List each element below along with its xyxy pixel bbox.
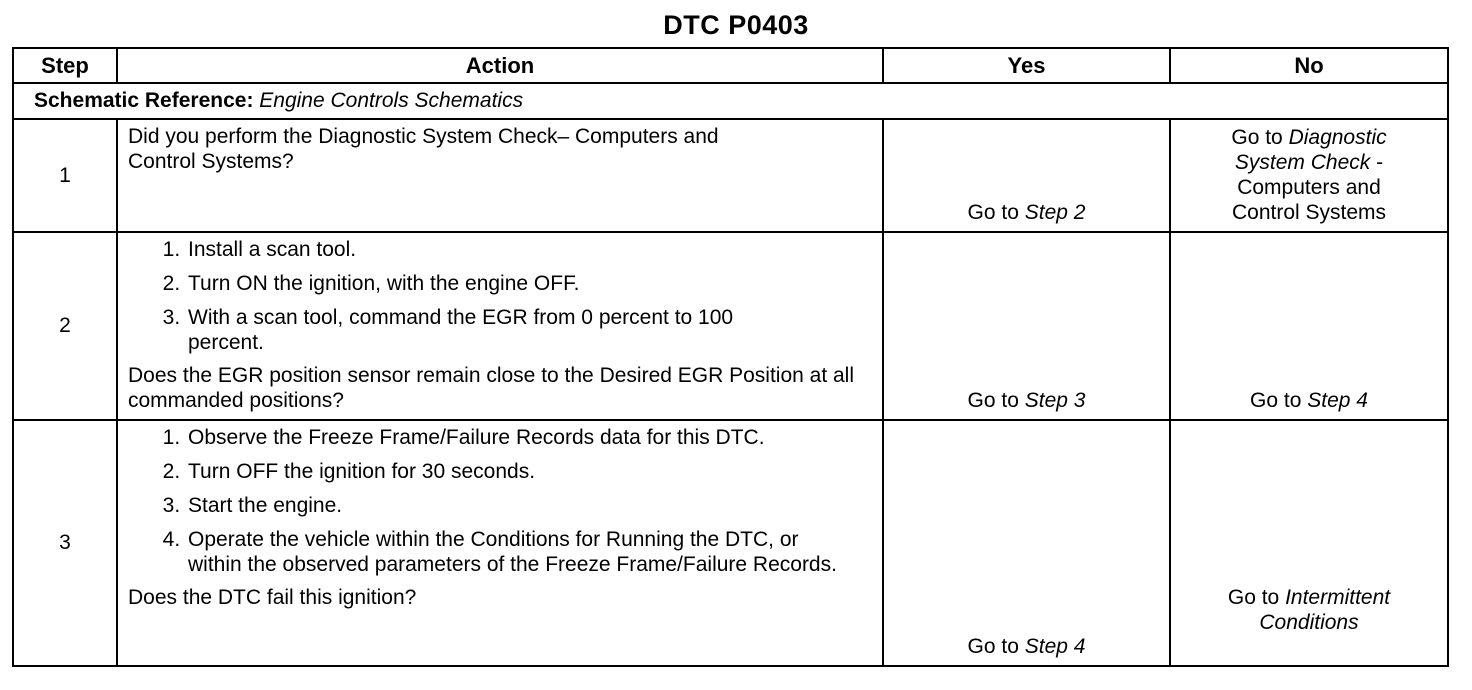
no-target-link[interactable]: Step 4 [1307,389,1368,412]
table-row-step-1 [13,119,1448,232]
no-prefix: Go to [1227,586,1286,609]
action-cell [117,420,883,666]
page-title: DTC P0403 [663,10,809,40]
yes-target-link[interactable]: Step 3 [1024,389,1086,412]
no-line2-rest: - [1370,151,1384,174]
no-target-link-part2[interactable]: System Check [1234,151,1371,174]
no-prefix: Go to [1250,389,1308,412]
yes-prefix: Go to [967,201,1025,224]
no-cell [1170,232,1448,420]
yes-cell [883,420,1170,666]
action-cell [117,232,883,420]
action-list [128,237,872,355]
step-number: 1 [13,119,117,232]
yes-target-link[interactable]: Step 2 [1024,201,1086,224]
step-number: 3 [13,420,117,666]
reference-label: Schematic Reference: [34,89,254,112]
yes-cell [883,232,1170,420]
yes-target-link[interactable]: Step 4 [1024,635,1086,658]
schematic-reference-row [13,83,1448,119]
step-question: Does the DTC fail this ignition? [128,586,417,609]
header-action: Action [117,48,883,83]
yes-prefix: Go to [967,389,1025,412]
reference-value: Engine Controls Schematics [259,89,524,112]
action-item: 4. Operate the vehicle within the Conditions for Running the DTC, or within the observed parameters of the Freeze Frame/Failure Records. [186,527,838,577]
action-item: 1. Install a scan tool. [186,237,872,262]
header-row [13,48,1448,83]
yes-prefix: Go to [967,635,1025,658]
no-line4: Control Systems [1231,201,1387,224]
step-number: 2 [13,232,117,420]
header-yes: Yes [883,48,1170,83]
no-cell [1170,420,1448,666]
step-question: Did you perform the Diagnostic System Check– Computers and Control Systems? [128,125,719,173]
header-step: Step [13,48,117,83]
action-cell [117,119,883,232]
schematic-reference [13,83,1448,119]
no-line3: Computers and [1237,176,1381,199]
action-item: 3. Start the engine. [186,493,872,518]
table-row-step-3 [13,420,1448,666]
yes-cell [883,119,1170,232]
action-item: 2. Turn OFF the ignition for 30 seconds. [186,459,872,484]
no-line1: Go to [1231,126,1289,149]
action-list [128,425,872,577]
table-row-step-2 [13,232,1448,420]
action-item: 2. Turn ON the ignition, with the engine OFF. [186,271,872,296]
no-target-link[interactable]: Intermittent Conditions [1259,586,1391,634]
step-question: Does the EGR position sensor remain close to the Desired EGR Position at all commanded positions? [128,364,855,412]
header-no: No [1170,48,1448,83]
action-item: 3. With a scan tool, command the EGR from 0 percent to 100 percent. [186,305,808,355]
diagnostic-table [12,47,1449,667]
no-cell [1170,119,1448,232]
action-item: 1. Observe the Freeze Frame/Failure Records data for this DTC. [186,425,768,450]
no-target-link-part1[interactable]: Diagnostic [1288,126,1387,149]
